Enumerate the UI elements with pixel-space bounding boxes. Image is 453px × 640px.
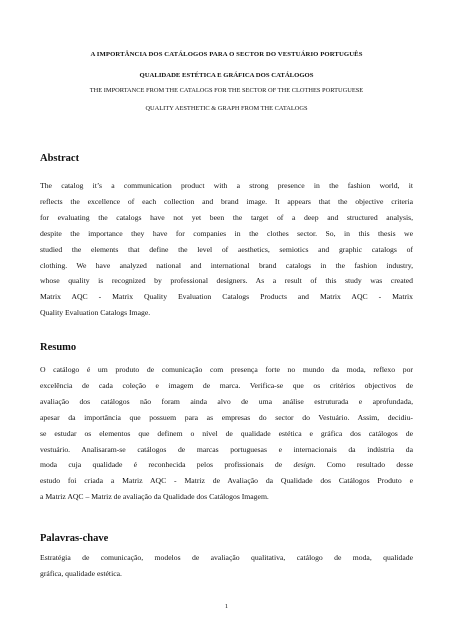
title-english-line1: THE IMPORTANCE FROM THE CATALOGS FOR THE SECTOR OF THE CLOTHES PORTUGUESE — [89, 87, 364, 94]
keywords-heading: Palavras-chave — [40, 533, 109, 544]
resumo-heading: Resumo — [40, 342, 77, 353]
abstract-line: The catalog it’s a communication product with a strong presence in the fashion world, it — [40, 181, 413, 190]
title-portuguese-line1: A IMPORTÂNCIA DOS CATÁLOGOS PARA O SECTOR DO VESTUÁRIO PORTUGUÊS — [90, 51, 363, 58]
resumo-line: se estudar os elementos que definem o nível de qualidade estética e gráfica dos catálogos de — [40, 428, 413, 438]
abstract-line: clothing. We have analyzed national and international brand catalogs in the fashion industry, — [40, 260, 413, 270]
resumo-line: avaliação dos catálogos não foram ainda alvo de uma análise estruturada e aprofundada, — [40, 396, 413, 406]
resumo-line: excelência de cada coleção e imagem de marca. Verifica-se que os critérios objectivos de — [40, 380, 413, 390]
abstract-line: Matrix AQC - Matrix Quality Evaluation Catalogs Products and Matrix AQC - Matrix — [40, 292, 413, 302]
resumo-line: estudo foi criada a Matriz AQC - Matriz de Avaliação da Qualidade dos Catálogos Produto e — [40, 476, 413, 486]
title-block — [40, 50, 413, 113]
resumo-line: apesar da importância que possuem para as empresas do sector do Vestuário. Assim, decidiu- — [40, 412, 413, 422]
keywords-body — [40, 550, 413, 582]
abstract-line: for evaluating the catalogs have not yet been the target of a deep and structured analysis, — [40, 212, 413, 222]
abstract-line: studied the elements that define the level of aesthetics, semiotics and graphic catalogs of — [40, 244, 413, 254]
resumo-italic-term: design — [293, 460, 314, 470]
title-portuguese-line2: QUALIDADE ESTÉTICA E GRÁFICA DOS CATÁLOGOS — [139, 72, 314, 79]
abstract-body — [40, 178, 413, 321]
keywords-line: gráfica, qualidade estética. — [40, 568, 122, 578]
resumo-line-text: . Como resultado desse — [313, 460, 413, 470]
title-english-line2: QUALITY AESTHETIC & GRAPH FROM THE CATALOGS — [145, 105, 308, 112]
abstract-heading: Abstract — [40, 153, 80, 164]
resumo-line: a Matriz AQC – Matriz de avaliação da Qualidade dos Catálogos Imagem. — [40, 492, 269, 502]
page-number: 1 — [224, 603, 229, 610]
abstract-line: Quality Evaluation Catalogs Image. — [40, 308, 151, 318]
abstract-line: despite the importance they have for companies in the clothes sector. So, in this thesis we — [40, 228, 413, 238]
resumo-body — [40, 362, 413, 505]
resumo-line: vestuário. Analisaram-se catálogos de marcas portuguesas e internacionais da indústria da — [40, 444, 413, 454]
resumo-line — [40, 457, 413, 473]
abstract-line: whose quality is recognized by professional designers. As a result of this study was created — [40, 276, 413, 286]
keywords-line: Estratégia de comunicação, modelos de avaliação qualitativa, catálogo de moda, qualidade — [40, 553, 413, 562]
abstract-line: reflects the excellence of each collection and brand image. It appears that the objective criteria — [40, 196, 413, 206]
resumo-line-text: moda cuja qualidade é reconhecida pelos profissionais de — [40, 460, 294, 470]
resumo-line: O catálogo é um produto de comunicação com presença forte no mundo da moda, reflexo por — [40, 365, 413, 374]
